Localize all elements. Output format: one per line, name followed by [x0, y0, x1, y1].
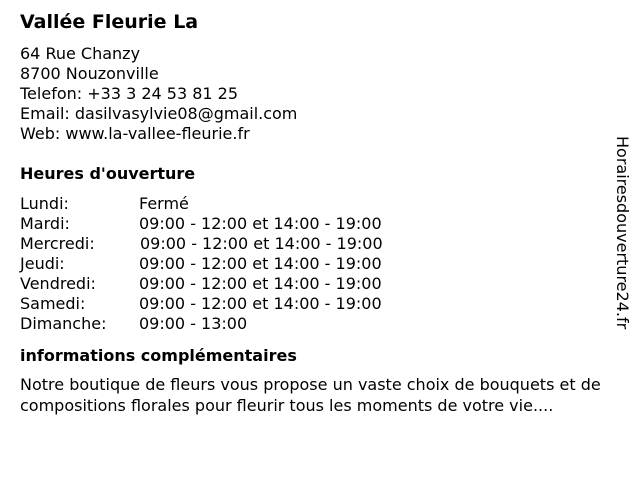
address-street: 64 Rue Chanzy — [20, 44, 141, 63]
day-label: Lundi: — [20, 194, 69, 213]
hours-row-vendredi — [20, 274, 620, 294]
day-hours: 09:00 - 12:00 et 14:00 - 19:00 — [139, 294, 382, 313]
day-label: Vendredi: — [20, 274, 96, 293]
hours-row-jeudi — [20, 254, 620, 274]
site-watermark: Horairesdouverture24.fr — [613, 136, 632, 330]
hours-row-dimanche — [20, 314, 620, 334]
address-city: 8700 Nouzonville — [20, 64, 159, 83]
business-card — [20, 10, 620, 416]
day-label: Dimanche: — [20, 314, 107, 333]
day-hours: 09:00 - 12:00 et 14:00 - 19:00 — [140, 234, 383, 253]
hours-row-samedi — [20, 294, 620, 314]
website: Web: www.la-vallee-fleurie.fr — [20, 124, 250, 143]
day-label: Samedi: — [20, 294, 86, 313]
opening-hours-table — [20, 194, 620, 334]
day-hours: 09:00 - 12:00 et 14:00 - 19:00 — [139, 274, 382, 293]
day-hours: Fermé — [139, 194, 189, 213]
shop-description: Notre boutique de fleurs vous propose un vaste choix de bouquets et de compositions florales pour fleurir tous les moments de votre vie.... — [20, 375, 601, 415]
additional-info-heading: informations complémentaires — [20, 346, 297, 365]
business-name: Vallée Fleurie La — [20, 11, 199, 33]
day-label: Jeudi: — [20, 254, 65, 273]
hours-row-lundi — [20, 194, 620, 214]
day-hours: 09:00 - 13:00 — [139, 314, 248, 333]
email-address: Email: dasilvasylvie08@gmail.com — [20, 104, 298, 123]
hours-row-mardi — [20, 214, 620, 234]
hours-row-mercredi — [20, 234, 620, 254]
day-hours: 09:00 - 12:00 et 14:00 - 19:00 — [139, 214, 382, 233]
day-label: Mardi: — [20, 214, 70, 233]
day-label: Mercredi: — [20, 234, 95, 253]
opening-hours-heading: Heures d'ouverture — [20, 164, 196, 183]
day-hours: 09:00 - 12:00 et 14:00 - 19:00 — [139, 254, 382, 273]
phone-number: Telefon: +33 3 24 53 81 25 — [20, 84, 239, 103]
